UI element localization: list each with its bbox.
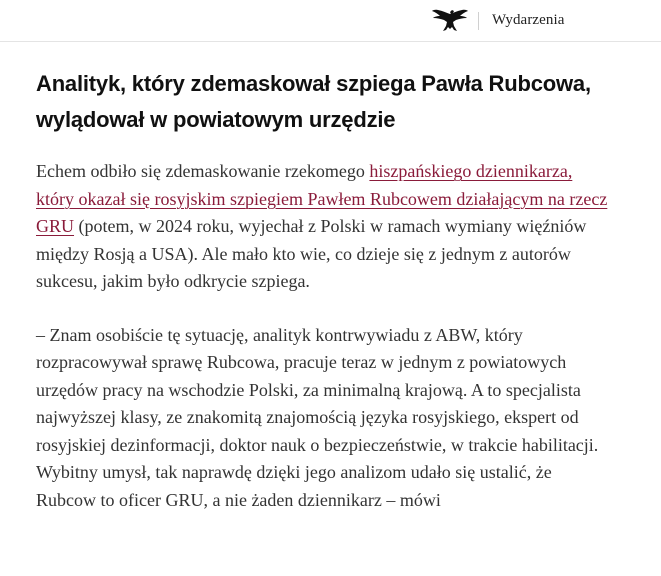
article-paragraph-1: [36, 158, 611, 296]
section-link[interactable]: Wydarzenia: [492, 12, 565, 28]
article-title: Analityk, który zdemaskował szpiega Pawła Rubcowa, wylądował w powiatowym urzędzie: [36, 71, 591, 132]
paragraph-1-text-after: (potem, w 2024 roku, wyjechał z Polski w ramach wymiany więźniów między Rosją a USA). Ale mało kto wie, co dzieje się z jednym z autorów sukcesu, jakim było odkrycie szpiega.: [36, 216, 587, 291]
article: [36, 66, 620, 514]
paragraph-1-text-before: Echem odbiło się zdemaskowanie rzekomego: [36, 161, 370, 181]
article-paragraph-2: – Znam osobiście tę sytuację, analityk kontrwywiadu z ABW, który rozpracowywał sprawę Rubcowa, pracuje teraz w jednym z powiatowych urzędów pracy na wschodzie Polski, za minimalną krajową. A to specjalista najwyższej klasy, ze znakomitą znajomością języka rosyjskiego, ekspert od rosyjskiej dezinformacji, doktor nauk o bezpieczeństwie, w trakcie habilitacji. Wybitny umysł, tak naprawdę dzięki jego analizom udało się ustalić, że Rubcow to oficer GRU, a nie żaden dziennikarz – mówi: [36, 324, 599, 510]
header-divider: [478, 12, 479, 30]
spy-article-link[interactable]: hiszpańskiego dziennikarza, który okazał się rosyjskim szpiegiem Pawłem Rubcowem działającym na rzecz GRU: [36, 161, 608, 236]
eagle-icon[interactable]: [430, 8, 470, 34]
top-bar: [0, 0, 661, 42]
